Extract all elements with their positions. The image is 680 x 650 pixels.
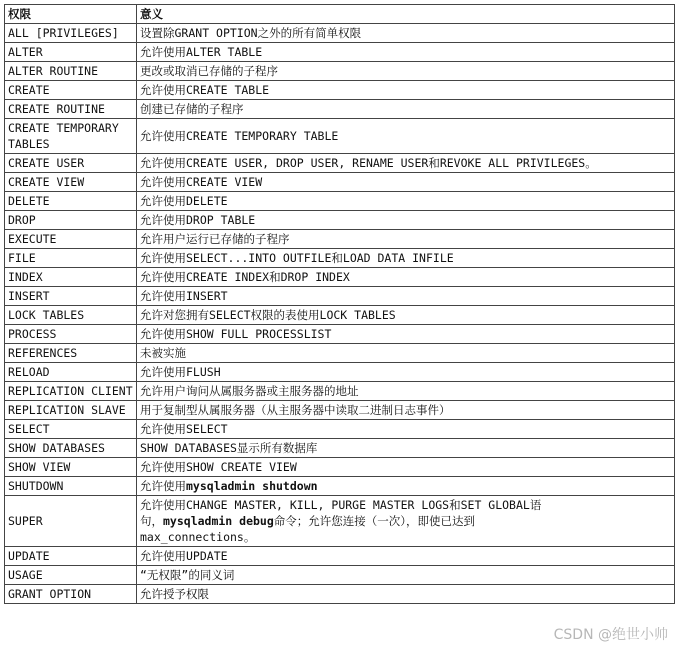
table-row (5, 566, 675, 585)
privilege-name: REPLICATION SLAVE (5, 401, 137, 420)
privilege-meaning: 允许使用SELECT (137, 420, 675, 439)
table-row (5, 382, 675, 401)
privilege-name: USAGE (5, 566, 137, 585)
privilege-name: PROCESS (5, 325, 137, 344)
privilege-meaning: 允许使用CREATE INDEX和DROP INDEX (137, 268, 675, 287)
privilege-meaning: 允许使用INSERT (137, 287, 675, 306)
privilege-name: CREATE USER (5, 154, 137, 173)
privilege-meaning (137, 496, 675, 547)
table-row (5, 100, 675, 119)
table-row (5, 363, 675, 382)
privilege-name: GRANT OPTION (5, 585, 137, 604)
table-row (5, 24, 675, 43)
privilege-name: UPDATE (5, 547, 137, 566)
privilege-name: INSERT (5, 287, 137, 306)
privilege-name: FILE (5, 249, 137, 268)
privilege-meaning: 允许使用SELECT...INTO OUTFILE和LOAD DATA INFILE (137, 249, 675, 268)
table-row (5, 287, 675, 306)
privilege-meaning: 允许授予权限 (137, 585, 675, 604)
table-row (5, 344, 675, 363)
meaning-command: mysqladmin shutdown (186, 479, 318, 493)
table-row (5, 401, 675, 420)
table-row (5, 62, 675, 81)
privilege-meaning: SHOW DATABASES显示所有数据库 (137, 439, 675, 458)
privilege-meaning: 创建已存储的子程序 (137, 100, 675, 119)
privileges-table-container (4, 4, 674, 604)
meaning-line: max_connections。 (140, 530, 256, 544)
table-row (5, 43, 675, 62)
privilege-meaning: 允许用户运行已存储的子程序 (137, 230, 675, 249)
meaning-line (140, 513, 671, 529)
privilege-name: DELETE (5, 192, 137, 211)
table-row (5, 439, 675, 458)
privilege-name: SHUTDOWN (5, 477, 137, 496)
privilege-meaning: 用于复制型从属服务器（从主服务器中读取二进制日志事件） (137, 401, 675, 420)
privilege-meaning: 允许使用FLUSH (137, 363, 675, 382)
privilege-name: EXECUTE (5, 230, 137, 249)
table-row (5, 420, 675, 439)
privilege-meaning: 允许使用SHOW CREATE VIEW (137, 458, 675, 477)
privilege-meaning: 允许使用UPDATE (137, 547, 675, 566)
privilege-name: DROP (5, 211, 137, 230)
table-row (5, 154, 675, 173)
table-row (5, 585, 675, 604)
table-row (5, 458, 675, 477)
meaning-text: 命令；允许您连接（一次），即使已达到 (273, 514, 476, 528)
table-row (5, 192, 675, 211)
privilege-meaning: 更改或取消已存储的子程序 (137, 62, 675, 81)
table-row (5, 173, 675, 192)
privileges-table (4, 4, 675, 604)
meaning-command: mysqladmin debug (163, 514, 274, 528)
privilege-name: ALL [PRIVILEGES] (5, 24, 137, 43)
privilege-meaning: 设置除GRANT OPTION之外的所有简单权限 (137, 24, 675, 43)
privilege-name: CREATE (5, 81, 137, 100)
table-row (5, 81, 675, 100)
privilege-name: SUPER (5, 496, 137, 547)
privilege-meaning: 允许使用DELETE (137, 192, 675, 211)
privilege-meaning: 允许使用SHOW FULL PROCESSLIST (137, 325, 675, 344)
table-header-row (5, 5, 675, 24)
privilege-meaning: 允许使用DROP TABLE (137, 211, 675, 230)
privilege-meaning: 允许使用CREATE TEMPORARY TABLE (137, 119, 675, 154)
privilege-name: SELECT (5, 420, 137, 439)
privilege-meaning: 未被实施 (137, 344, 675, 363)
table-row (5, 325, 675, 344)
privilege-meaning: 允许使用CREATE VIEW (137, 173, 675, 192)
privilege-meaning (137, 477, 675, 496)
privilege-name: SHOW VIEW (5, 458, 137, 477)
privilege-meaning: 允许使用CREATE USER, DROP USER, RENAME USER和REVOKE ALL PRIVILEGES。 (137, 154, 675, 173)
privilege-name: ALTER ROUTINE (5, 62, 137, 81)
privilege-name: ALTER (5, 43, 137, 62)
table-row (5, 496, 675, 547)
privilege-meaning: 允许用户询问从属服务器或主服务器的地址 (137, 382, 675, 401)
table-row (5, 230, 675, 249)
privilege-name: RELOAD (5, 363, 137, 382)
header-meaning: 意义 (137, 5, 675, 24)
privilege-name: CREATE VIEW (5, 173, 137, 192)
table-row (5, 547, 675, 566)
privilege-name: CREATE ROUTINE (5, 100, 137, 119)
privilege-meaning: 允许对您拥有SELECT权限的表使用LOCK TABLES (137, 306, 675, 325)
meaning-text: 句， (140, 514, 163, 528)
privilege-name: INDEX (5, 268, 137, 287)
meaning-text: 允许使用 (140, 479, 186, 493)
privilege-meaning: 允许使用CREATE TABLE (137, 81, 675, 100)
table-row (5, 306, 675, 325)
privilege-name: CREATE TEMPORARY TABLES (5, 119, 137, 154)
table-row (5, 249, 675, 268)
privilege-name: REFERENCES (5, 344, 137, 363)
privilege-name: LOCK TABLES (5, 306, 137, 325)
table-row (5, 268, 675, 287)
meaning-line: 允许使用CHANGE MASTER, KILL, PURGE MASTER LOGS和SET GLOBAL语 (140, 498, 542, 512)
privilege-meaning: 允许使用ALTER TABLE (137, 43, 675, 62)
table-row (5, 477, 675, 496)
header-privilege: 权限 (5, 5, 137, 24)
watermark: CSDN @绝世小帅 (553, 627, 668, 643)
privilege-name: SHOW DATABASES (5, 439, 137, 458)
table-row (5, 211, 675, 230)
table-row (5, 119, 675, 154)
privilege-name: REPLICATION CLIENT (5, 382, 137, 401)
privilege-meaning: “无权限”的同义词 (137, 566, 675, 585)
